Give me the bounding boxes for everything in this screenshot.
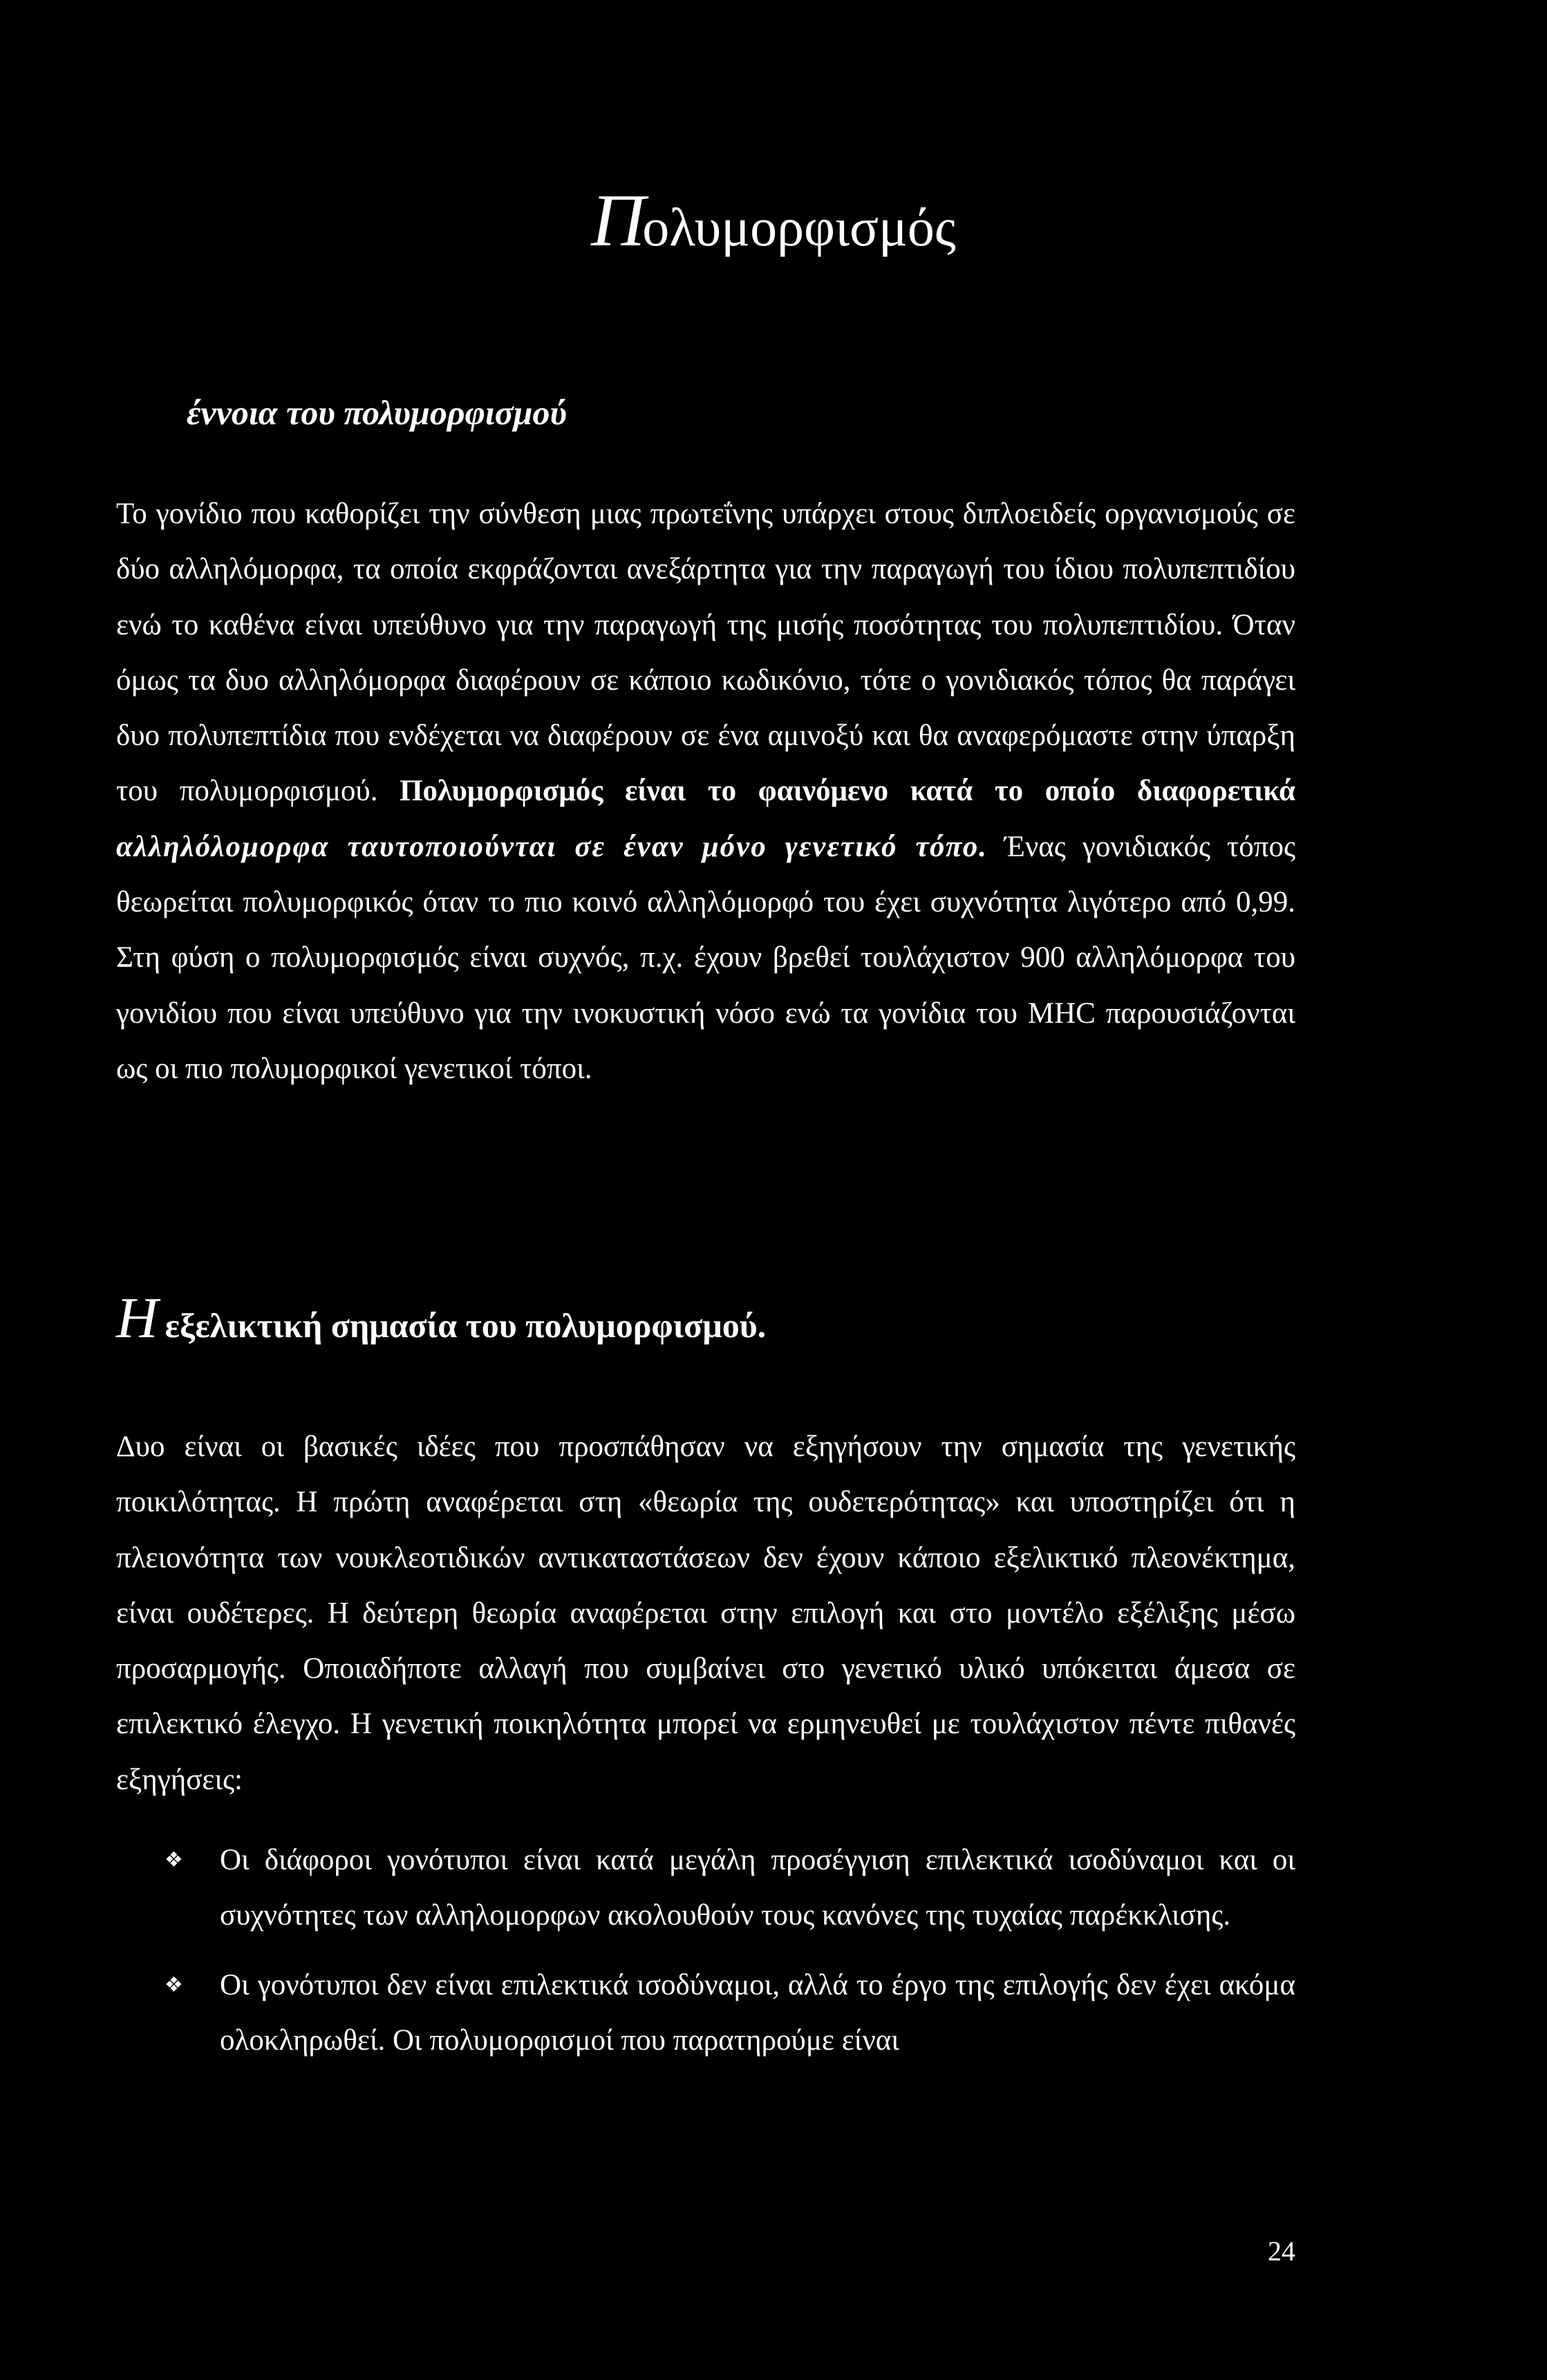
paragraph-concept [116,487,1295,1097]
section2-heading-text: εξελικτική σημασία του πολυμορφισμού. [165,1306,767,1345]
title-initial: Π [591,180,643,262]
section-heading-concept: έννοια του πολυμορφισμού [187,393,567,432]
list-item-text: Οι γονότυποι δεν είναι επιλεκτικά ισοδύναμοι, αλλά το έργο της επιλογής δεν έχει ακόμα ολοκληρωθεί. Οι πολυμορφισμοί που παρατηρούμε είναι [220,1968,1295,2057]
paragraph-concept-text-a: Το γονίδιο που καθορίζει την σύνθεση μιας πρωτεΐνης υπάρχει στους διπλοειδείς οργανισμούς σε δύο αλληλόμορφα, τα οποία εκφράζονται ανεξάρτητα για την παραγωγή του ίδιου πολυπεπτιδίου ενώ το καθένα είναι υπεύθυνο για την παραγωγή της μισής ποσότητας του πολυπεπτιδίου. Όταν όμως τα δυο αλληλόμορφα διαφέρουν σε κάποιο κωδικόνιο, τότε ο γονιδιακός τόπος θα παράγει δυο πολυπεπτίδια που ενδέχεται να διαφέρουν σε ένα αμινοξύ και θα αναφερόμαστε στην ύπαρξη του πολυμορφισμού. [116,498,1295,808]
section2-initial: Η [116,1286,158,1350]
section-heading-evolutionary [116,1284,766,1360]
list-item-text: Οι διάφοροι γονότυποι είναι κατά μεγάλη προσέγγιση επιλεκτικά ισοδύναμοι και οι συχνότητες των αλληλομορφων ακολουθούν τους κανόνες της τυχαίας παρέκκλισης. [220,1844,1295,1932]
diamond-bullet-icon: ❖ [165,1973,183,1996]
page-title [0,180,1547,262]
paragraph-concept-bold-a: Πολυμορφισμός είναι το φαινόμενο κατά το οποίο διαφορετικά [400,775,1295,808]
list-item [116,1958,1295,2069]
title-rest: ολυμορφισμός [642,197,956,257]
page-number: 24 [1268,2236,1295,2267]
explanations-list [116,1833,1295,2082]
paragraph-concept-text-b: Ένας γονιδιακός τόπος θεωρείται πολυμορφικός όταν το πιο κοινό αλληλόμορφό του έχει συχνότητα λιγότερο από 0,99. Στη φύση ο πολυμορφισμός είναι συχνός, π.χ. έχουν βρεθεί τουλάχιστον 900 αλληλόμορφα του γονιδίου που είναι υπεύθυνο για την ινοκυστική νόσο ενώ τα γονίδια του MHC παρουσιάζονται ως οι πιο πολυμορφικοί γενετικοί τόποι. [116,830,1295,1085]
list-item [116,1833,1295,1944]
paragraph-evolutionary: Δυο είναι οι βασικές ιδέες που προσπάθησαν να εξηγήσουν την σημασία της γενετικής ποικιλότητας. Η πρώτη αναφέρεται στη «θεωρία της ουδετερότητας» και υποστηρίζει ότι η πλειονότητα των νουκλεοτιδικών αντικαταστάσεων δεν έχουν κάποιο εξελικτικό πλεονέκτημα, είναι ουδέτερες. Η δεύτερη θεωρία αναφέρεται στην επιλογή και στο μοντέλο εξέλιξης μέσω προσαρμογής. Οποιαδήποτε αλλαγή που συμβαίνει στο γενετικό υλικό υπόκειται άμεσα σε επιλεκτικό έλεγχο. Η γενετική ποικηλότητα μπορεί να ερμηνευθεί με τουλάχιστον πέντε πιθανές εξηγήσεις: [116,1430,1295,1796]
diamond-bullet-icon: ❖ [165,1849,183,1871]
paragraph-concept-bold-b: αλληλόλομορφα ταυτοποιούνται σε έναν μόνο γενετικό τόπο. [116,830,988,863]
